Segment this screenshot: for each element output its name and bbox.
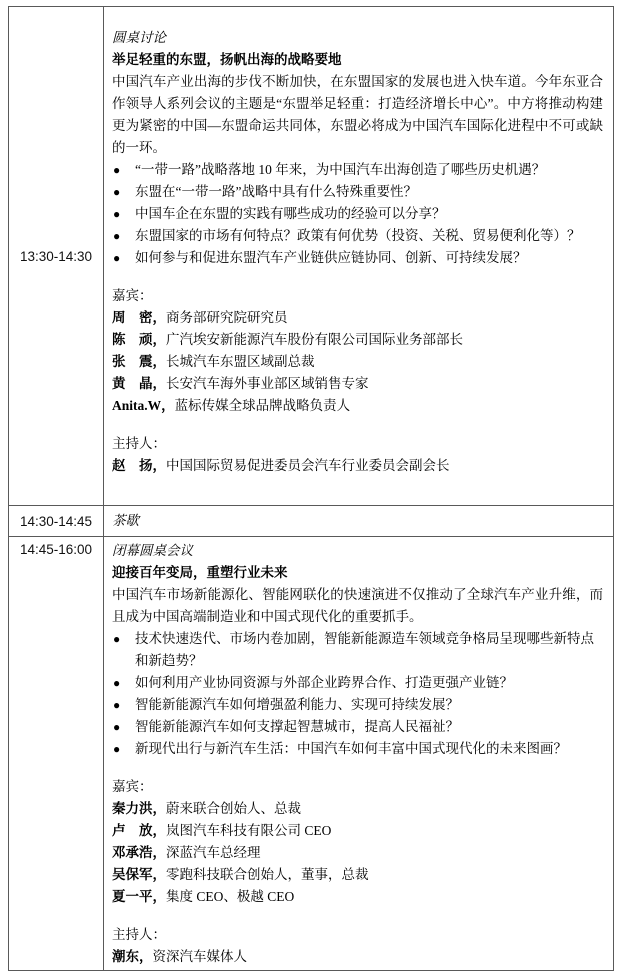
guest-title: 蓝标传媒全球品牌战略负责人	[174, 398, 351, 413]
topic-item	[112, 672, 603, 694]
topic-item	[112, 694, 603, 716]
bullet-icon: ●	[113, 251, 121, 265]
guest-list	[112, 307, 603, 417]
guest-name: 张 震，	[112, 354, 166, 369]
topic-text: 如何利用产业协同资源与外部企业跨界合作、打造更强产业链？	[135, 675, 513, 690]
guest-title: 零跑科技联合创始人，董事，总裁	[166, 867, 369, 882]
topic-item	[112, 716, 603, 738]
topic-item	[112, 247, 603, 269]
guest-line	[112, 864, 603, 886]
guest-line	[112, 307, 603, 329]
moderator-line	[112, 455, 603, 477]
guest-title: 长城汽车东盟区域副总裁	[166, 354, 315, 369]
topic-text: 东盟国家的市场有何特点？政策有何优势（投资、关税、贸易便利化等）？	[135, 228, 581, 243]
topic-text: 如何参与和促进东盟汽车产业链供应链协同、创新、可持续发展？	[135, 250, 527, 265]
topic-item	[112, 159, 603, 181]
guest-title: 蔚来联合创始人、总裁	[166, 801, 301, 816]
agenda-row	[9, 537, 614, 971]
agenda-row	[9, 506, 614, 537]
guest-line	[112, 820, 603, 842]
topic-text: 技术快速迭代、市场内卷加剧，智能新能源造车领域竞争格局呈现哪些新特点和新趋势？	[135, 631, 594, 668]
bullet-icon: ●	[113, 229, 121, 243]
guest-name: 黄 晶，	[112, 376, 166, 391]
topic-list	[112, 159, 603, 269]
bullet-icon: ●	[113, 632, 121, 646]
moderator-line	[112, 946, 603, 968]
moderator-list	[112, 455, 603, 477]
bullet-icon: ●	[113, 720, 121, 734]
agenda-table	[8, 6, 614, 971]
time-label: 14:45-16:00	[19, 542, 93, 557]
topic-list	[112, 628, 603, 760]
moderator-title: 中国国际贸易促进委员会汽车行业委员会副会长	[166, 458, 450, 473]
moderator-name: 赵 扬，	[112, 458, 166, 473]
guest-name: 吴保军，	[112, 867, 166, 882]
moderator-label: 主持人：	[112, 436, 166, 451]
moderator-label: 主持人：	[112, 927, 166, 942]
topic-text: 智能新能源汽车如何支撑起智慧城市，提高人民福祉？	[135, 719, 459, 734]
session-description: 中国汽车产业出海的步伐不断加快，在东盟国家的发展也进入快车道。今年东亚合作领导人系列会议的主题是“东盟举足轻重：打造经济增长中心”。中方将推动构建更为紧密的中国—东盟命运共同体，东盟必将成为中国汽车国际化进程中不可或缺的一环。	[112, 74, 603, 155]
session-type: 圆桌讨论	[112, 30, 166, 45]
guest-line	[112, 351, 603, 373]
session-title: 迎接百年变局，重塑行业未来	[112, 565, 288, 580]
topic-text: 中国车企在东盟的实践有哪些成功的经验可以分享？	[135, 206, 446, 221]
guest-title: 岚图汽车科技有限公司 CEO	[166, 823, 332, 838]
bullet-icon: ●	[113, 185, 121, 199]
guest-name: 卢 放，	[112, 823, 166, 838]
session-type: 茶歇	[112, 513, 139, 528]
topic-text: 智能新能源汽车如何增强盈利能力、实现可持续发展？	[135, 697, 459, 712]
guest-title: 集度 CEO、极越 CEO	[166, 889, 295, 904]
guest-list	[112, 798, 603, 908]
guest-line	[112, 886, 603, 908]
guest-name: 周 密，	[112, 310, 166, 325]
session-description: 中国汽车市场新能源化、智能网联化的快速演进不仅推动了全球汽车产业升维，而且成为中国高端制造业和中国式现代化的重要抓手。	[112, 587, 603, 624]
guest-line	[112, 798, 603, 820]
session-title: 举足轻重的东盟，扬帆出海的战略要地	[112, 52, 342, 67]
guest-title: 长安汽车海外事业部区域销售专家	[166, 376, 369, 391]
topic-text: 新现代出行与新汽车生活：中国汽车如何丰富中国式现代化的未来图画？	[135, 741, 567, 756]
guest-line	[112, 373, 603, 395]
guest-line	[112, 395, 603, 417]
topic-text: “一带一路”战略落地 10 年来，为中国汽车出海创造了哪些历史机遇？	[135, 162, 546, 177]
time-label: 14:30-14:45	[19, 513, 93, 529]
time-label: 13:30-14:30	[19, 248, 93, 264]
guest-line	[112, 329, 603, 351]
bullet-icon: ●	[113, 698, 121, 712]
bullet-icon: ●	[113, 163, 121, 177]
content-cell	[104, 7, 614, 506]
moderator-title: 资深汽车媒体人	[152, 949, 247, 964]
guest-name: 秦力洪，	[112, 801, 166, 816]
bullet-icon: ●	[113, 207, 121, 221]
topic-item	[112, 181, 603, 203]
guest-name: 陈 顽，	[112, 332, 166, 347]
topic-item	[112, 628, 603, 672]
guest-title: 商务部研究院研究员	[166, 310, 288, 325]
guest-name: Anita.W，	[112, 398, 175, 413]
guests-label: 嘉宾：	[112, 288, 153, 303]
content-cell	[104, 506, 614, 537]
guest-name: 夏一平，	[112, 889, 166, 904]
content-cell	[104, 537, 614, 971]
guests-label: 嘉宾：	[112, 779, 153, 794]
guest-title: 深蓝汽车总经理	[166, 845, 261, 860]
agenda-row	[9, 7, 614, 506]
time-cell	[9, 7, 104, 506]
session-type: 闭幕圆桌会议	[112, 543, 193, 558]
topic-item	[112, 225, 603, 247]
topic-item	[112, 738, 603, 760]
moderator-name: 潮东，	[112, 949, 153, 964]
topic-item	[112, 203, 603, 225]
time-cell	[9, 506, 104, 537]
bullet-icon: ●	[113, 742, 121, 756]
moderator-list	[112, 946, 603, 968]
topic-text: 东盟在“一带一路”战略中具有什么特殊重要性？	[135, 184, 417, 199]
time-cell	[9, 537, 104, 971]
guest-title: 广汽埃安新能源汽车股份有限公司国际业务部部长	[166, 332, 463, 347]
guest-line	[112, 842, 603, 864]
bullet-icon: ●	[113, 676, 121, 690]
guest-name: 邓承浩，	[112, 845, 166, 860]
